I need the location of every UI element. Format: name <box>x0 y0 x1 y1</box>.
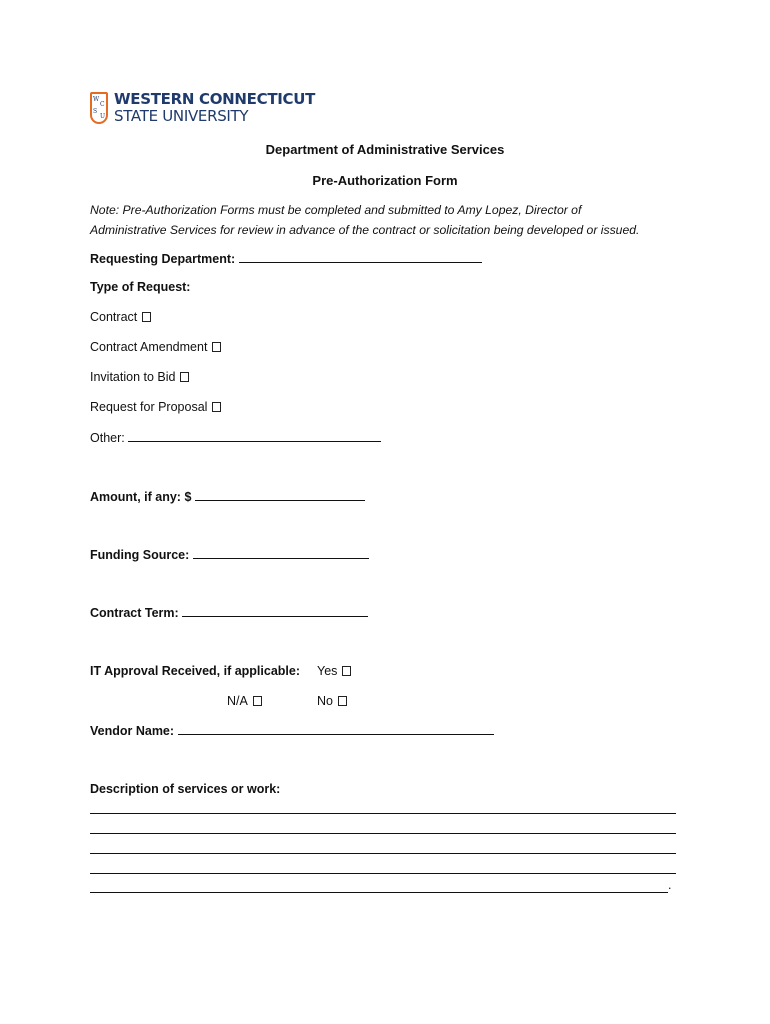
contract-option <box>90 310 151 324</box>
contract-term-field <box>90 605 368 620</box>
funding-source-label: Funding Source: <box>90 548 193 562</box>
amount-label: Amount, if any: $ <box>90 490 195 504</box>
vendor-name-input[interactable] <box>178 723 494 735</box>
department-title: Department of Administrative Services <box>265 142 505 157</box>
description-input-line-4[interactable] <box>90 873 676 874</box>
yes-checkbox[interactable] <box>342 666 351 676</box>
description-input-line-3[interactable] <box>90 853 676 854</box>
na-checkbox[interactable] <box>253 696 262 706</box>
other-label: Other: <box>90 431 129 445</box>
requesting-department-label: Requesting Department: <box>90 252 239 266</box>
contract-amendment-checkbox[interactable] <box>212 342 221 352</box>
invitation-to-bid-option <box>90 370 189 384</box>
contract-amendment-option <box>90 340 221 354</box>
description-label: Description of services or work: <box>90 782 281 796</box>
note <box>90 200 690 240</box>
description-input-line-2[interactable] <box>90 833 676 834</box>
contract-label: Contract <box>90 310 138 324</box>
note-line-1: Note: Pre-Authorization Forms must be completed and submitted to Amy Lopez, Director of <box>90 203 582 217</box>
requesting-department-input[interactable] <box>239 251 482 263</box>
note-line-2: Administrative Services for review in advance of the contract or solicitation being developed or issued. <box>90 223 640 237</box>
requesting-department-field <box>90 251 482 266</box>
other-input[interactable] <box>128 430 381 442</box>
description-input-line-5[interactable] <box>90 892 668 893</box>
it-approval-label: IT Approval Received, if applicable: <box>90 664 301 678</box>
contract-term-input[interactable] <box>182 605 368 617</box>
other-field <box>90 430 381 445</box>
no-checkbox[interactable] <box>338 696 347 706</box>
university-logo <box>90 92 315 124</box>
logo-line-1: WESTERN CONNECTICUT <box>114 90 316 108</box>
contract-term-label: Contract Term: <box>90 606 183 620</box>
funding-source-field <box>90 547 369 562</box>
it-approval-no-option <box>317 694 347 708</box>
request-for-proposal-label: Request for Proposal <box>90 400 208 414</box>
no-label: No <box>317 694 333 708</box>
na-label: N/A <box>227 694 248 708</box>
amount-field <box>90 489 365 504</box>
request-for-proposal-option <box>90 400 221 414</box>
form-title: Pre-Authorization Form <box>312 173 458 188</box>
vendor-name-label: Vendor Name: <box>90 724 178 738</box>
it-approval-na-option <box>227 694 262 708</box>
description-input-line-1[interactable] <box>90 813 676 814</box>
logo-line-2: STATE UNIVERSITY <box>114 107 249 125</box>
invitation-to-bid-checkbox[interactable] <box>180 372 189 382</box>
it-approval-yes-option <box>317 664 351 678</box>
invitation-to-bid-label: Invitation to Bid <box>90 370 176 384</box>
yes-label: Yes <box>317 664 338 678</box>
contract-checkbox[interactable] <box>142 312 151 322</box>
type-of-request-label: Type of Request: <box>90 280 191 294</box>
vendor-name-field <box>90 723 494 738</box>
amount-input[interactable] <box>195 489 365 501</box>
request-for-proposal-checkbox[interactable] <box>212 402 221 412</box>
university-seal-icon: W C S U <box>90 92 108 124</box>
contract-amendment-label: Contract Amendment <box>90 340 208 354</box>
description-end-period: . <box>668 878 672 892</box>
funding-source-input[interactable] <box>193 547 369 559</box>
